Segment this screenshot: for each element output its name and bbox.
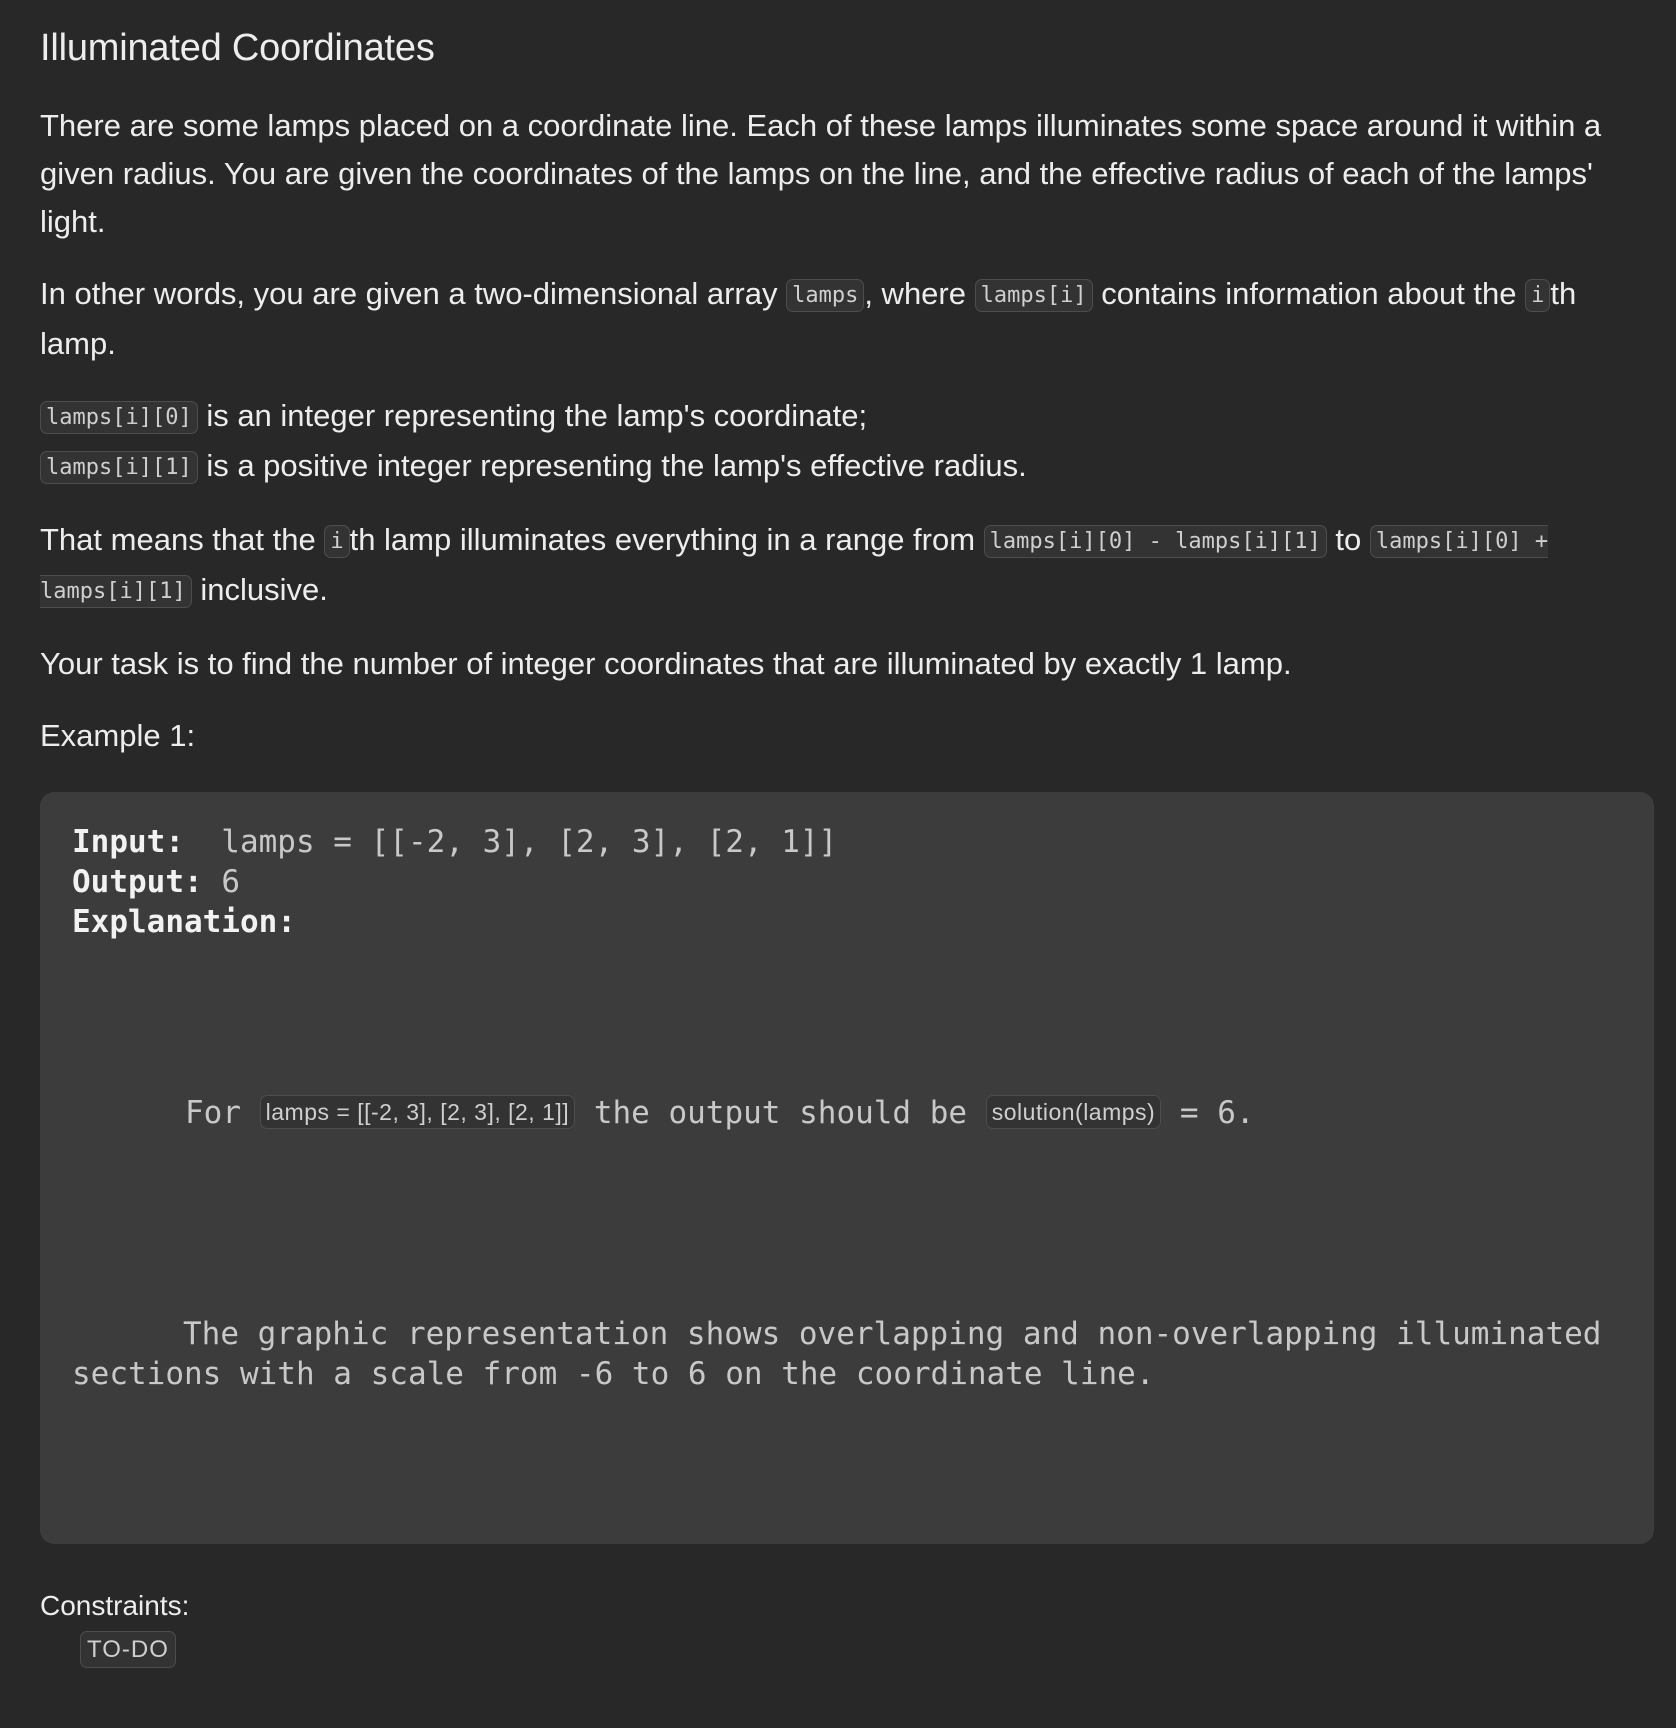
example-for-line — [185, 1092, 1255, 1133]
text-span: th lamp. — [40, 276, 1577, 361]
todo-badge: TO-DO — [80, 1631, 176, 1668]
inline-code-solution-call: solution(lamps) — [986, 1095, 1161, 1129]
input-value: lamps = [[-2, 3], [2, 3], [2, 1]] — [183, 824, 838, 860]
example-explanation-line — [72, 902, 296, 942]
lamp-fields-paragraph — [40, 392, 1654, 492]
text-span: is an integer representing the lamp's coordinate; — [197, 398, 868, 433]
inline-code-i: i — [1525, 279, 1550, 312]
example-heading: Example 1: — [40, 718, 196, 753]
text-span: = 6. — [1161, 1095, 1255, 1131]
inline-code-lamps-i-0: lamps[i][0] — [40, 401, 198, 434]
graphic-text: The graphic representation shows overlapping and non-overlapping illuminated sections with a scale from -6 to 6 on the coordinate line. — [72, 1316, 1602, 1392]
text-span: inclusive. — [191, 572, 328, 607]
explanation-label: Explanation: — [72, 904, 296, 940]
text-span: , where — [864, 276, 975, 311]
inline-code-lamps-i: lamps[i] — [975, 279, 1093, 312]
text-span: In other words, you are given a two-dimensional array — [40, 276, 787, 311]
text-span: to — [1326, 522, 1370, 557]
problem-statement — [40, 0, 1654, 1664]
example-output-line — [72, 862, 240, 902]
text-span: contains information about the — [1092, 276, 1526, 311]
intro-paragraph: There are some lamps placed on a coordinate line. Each of these lamps illuminates some space around it within a given radius. You are given the coordinates of the lamps on the line, and the effective radius of each of the lamps' light. — [40, 108, 1602, 239]
inline-code-lamps: lamps — [786, 279, 864, 312]
text-span: th lamp illuminates everything in a range from — [349, 522, 984, 557]
constraints-todo — [80, 1636, 176, 1664]
task-paragraph: Your task is to find the number of integer coordinates that are illuminated by exactly 1 lamp. — [40, 646, 1292, 681]
example-graphic-description — [72, 1314, 1632, 1394]
inline-code-example-lamps: lamps = [[-2, 3], [2, 3], [2, 1]] — [260, 1095, 576, 1129]
text-span: the output should be — [575, 1095, 986, 1131]
output-label: Output: — [72, 864, 203, 900]
example-code-block — [40, 792, 1654, 1544]
range-paragraph — [40, 516, 1654, 616]
text-span: That means that the — [40, 522, 325, 557]
text-span: For — [185, 1095, 260, 1131]
problem-title: Illuminated Coordinates — [40, 27, 435, 69]
inline-code-range-start: lamps[i][0] - lamps[i][1] — [984, 525, 1327, 558]
inline-code-i: i — [324, 525, 349, 558]
inline-code-range-end: lamps[i][0] + lamps[i][1] — [40, 525, 1548, 608]
lamps-array-paragraph — [40, 270, 1654, 368]
constraints-heading: Constraints: — [40, 1590, 190, 1621]
input-label: Input: — [72, 824, 184, 860]
example-input-line — [72, 822, 837, 862]
text-span: is a positive integer representing the lamp's effective radius. — [197, 448, 1027, 483]
output-value: 6 — [202, 864, 240, 900]
inline-code-lamps-i-1: lamps[i][1] — [40, 451, 198, 484]
